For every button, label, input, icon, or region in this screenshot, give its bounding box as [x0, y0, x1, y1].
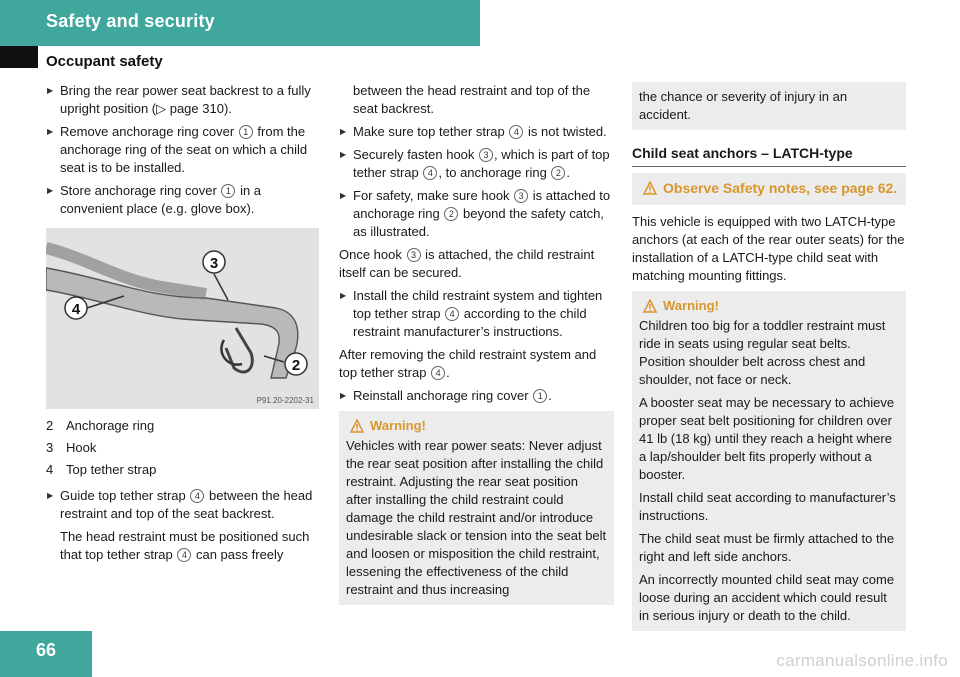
- warning-heading: Warning!: [639, 297, 899, 315]
- warning-triangle-icon: [643, 181, 657, 195]
- instruction-bullet: ▶ Reinstall anchorage ring cover 1 .: [339, 387, 614, 405]
- section-marker-block: [0, 46, 38, 68]
- warning-text: Children too big for a toddler restraint must ride in seats using regular seat belts. Position shoulder belt across chest and shoulder, not face or neck.: [639, 318, 886, 387]
- warning-text: An incorrectly mounted child seat may come loose during an accident which could result in serious injury or death to the child.: [639, 572, 895, 623]
- chapter-title: Safety and security: [46, 11, 215, 31]
- legend-item: 4 Top tether strap: [46, 462, 157, 477]
- figure-code: P91.20-2202-31: [256, 396, 314, 405]
- column-middle: [339, 82, 614, 613]
- paragraph: Once hook 3 is attached, the child restraint itself can be secured.: [339, 247, 595, 280]
- warning-box-continued: [632, 82, 906, 130]
- warning-triangle-icon: [643, 299, 657, 313]
- page-number: 66: [35, 640, 57, 660]
- legend-item: 3 Hook: [46, 440, 97, 455]
- figure-callout-2: 2: [291, 357, 301, 374]
- warning-text: the chance or severity of injury in an accident.: [639, 89, 848, 122]
- paragraph: After removing the child restraint system and top tether strap 4 .: [339, 347, 597, 380]
- warning-text: Install child seat according to manufacturer’s instructions.: [639, 490, 896, 523]
- instruction-bullet: ▶ For safety, make sure hook 3 is attached to anchorage ring 2 beyond the safety catch, as illustrated.: [339, 187, 614, 241]
- figure-callout-4: 4: [71, 301, 81, 318]
- warning-text: The child seat must be firmly attached to the right and left side anchors.: [639, 531, 895, 564]
- callout-number: 1: [221, 184, 235, 198]
- instruction-bullet: ▶ Bring the rear power seat backrest to a fully upright position (▷ page 310).: [46, 82, 322, 118]
- instruction-bullet: ▶ Store anchorage ring cover 1 in a convenient place (e.g. glove box).: [46, 182, 322, 218]
- warning-triangle-icon: [350, 419, 364, 433]
- warning-heading: Warning!: [346, 417, 607, 435]
- instruction-bullet: ▶ Remove anchorage ring cover 1 from the anchorage ring of the seat on which a child seat is to be installed.: [46, 123, 322, 177]
- section-title: Occupant safety: [46, 53, 163, 70]
- warning-text: Vehicles with rear power seats: Never adjust the rear seat position after installing the child restraint. Adjusting the rear seat position after installing the child restraint could damage the child restraint and/or introduce undesirable slack or tension into the seat belt and loosen or misposition the child restraint, lessening the effectiveness of the child restraint and thus increasing: [346, 438, 607, 597]
- instruction-bullet: ▶ Install the child restraint system and tighten top tether strap 4 according to the child restraint manufacturer’s instructions.: [339, 287, 614, 341]
- section-heading: Child seat anchors – LATCH-type: [632, 144, 906, 167]
- warning-box: [339, 411, 614, 605]
- note-box: [632, 173, 906, 205]
- instruction-bullet: ▶ Securely fasten hook 3 , which is part of top tether strap 4 , to anchorage ring 2 .: [339, 146, 614, 182]
- legend-item: 2 Anchorage ring: [46, 418, 155, 433]
- intro-paragraph: This vehicle is equipped with two LATCH-type anchors (at each of the rear outer seats) for the installation of a LATCH-type child seat with matching mounting fittings.: [632, 214, 905, 283]
- callout-number: 1: [239, 125, 253, 139]
- instruction-bullet: ▶ Make sure top tether strap 4 is not twisted.: [339, 123, 614, 141]
- warning-text: A booster seat may be necessary to achieve proper seat belt positioning for children over 41 lb (18 kg) until they reach a height where a lap/shoulder belt fits properly without a booster.: [639, 395, 895, 482]
- tether-illustration: [46, 228, 319, 409]
- column-left: [46, 82, 322, 569]
- instruction-bullet: ▶ Guide top tether strap 4 between the head restraint and top of the seat backrest.: [46, 487, 322, 523]
- warning-box: [632, 291, 906, 631]
- paragraph-continuation: between the head restraint and top of the seat backrest.: [353, 83, 591, 116]
- column-right: [632, 82, 906, 639]
- note-heading: Observe Safety notes, see page 62.: [639, 179, 899, 197]
- figure-callout-3: 3: [209, 255, 219, 272]
- watermark: carmanualsonline.info: [776, 651, 948, 670]
- instruction-note: The head restraint must be positioned such that top tether strap 4 can pass freely: [60, 529, 310, 562]
